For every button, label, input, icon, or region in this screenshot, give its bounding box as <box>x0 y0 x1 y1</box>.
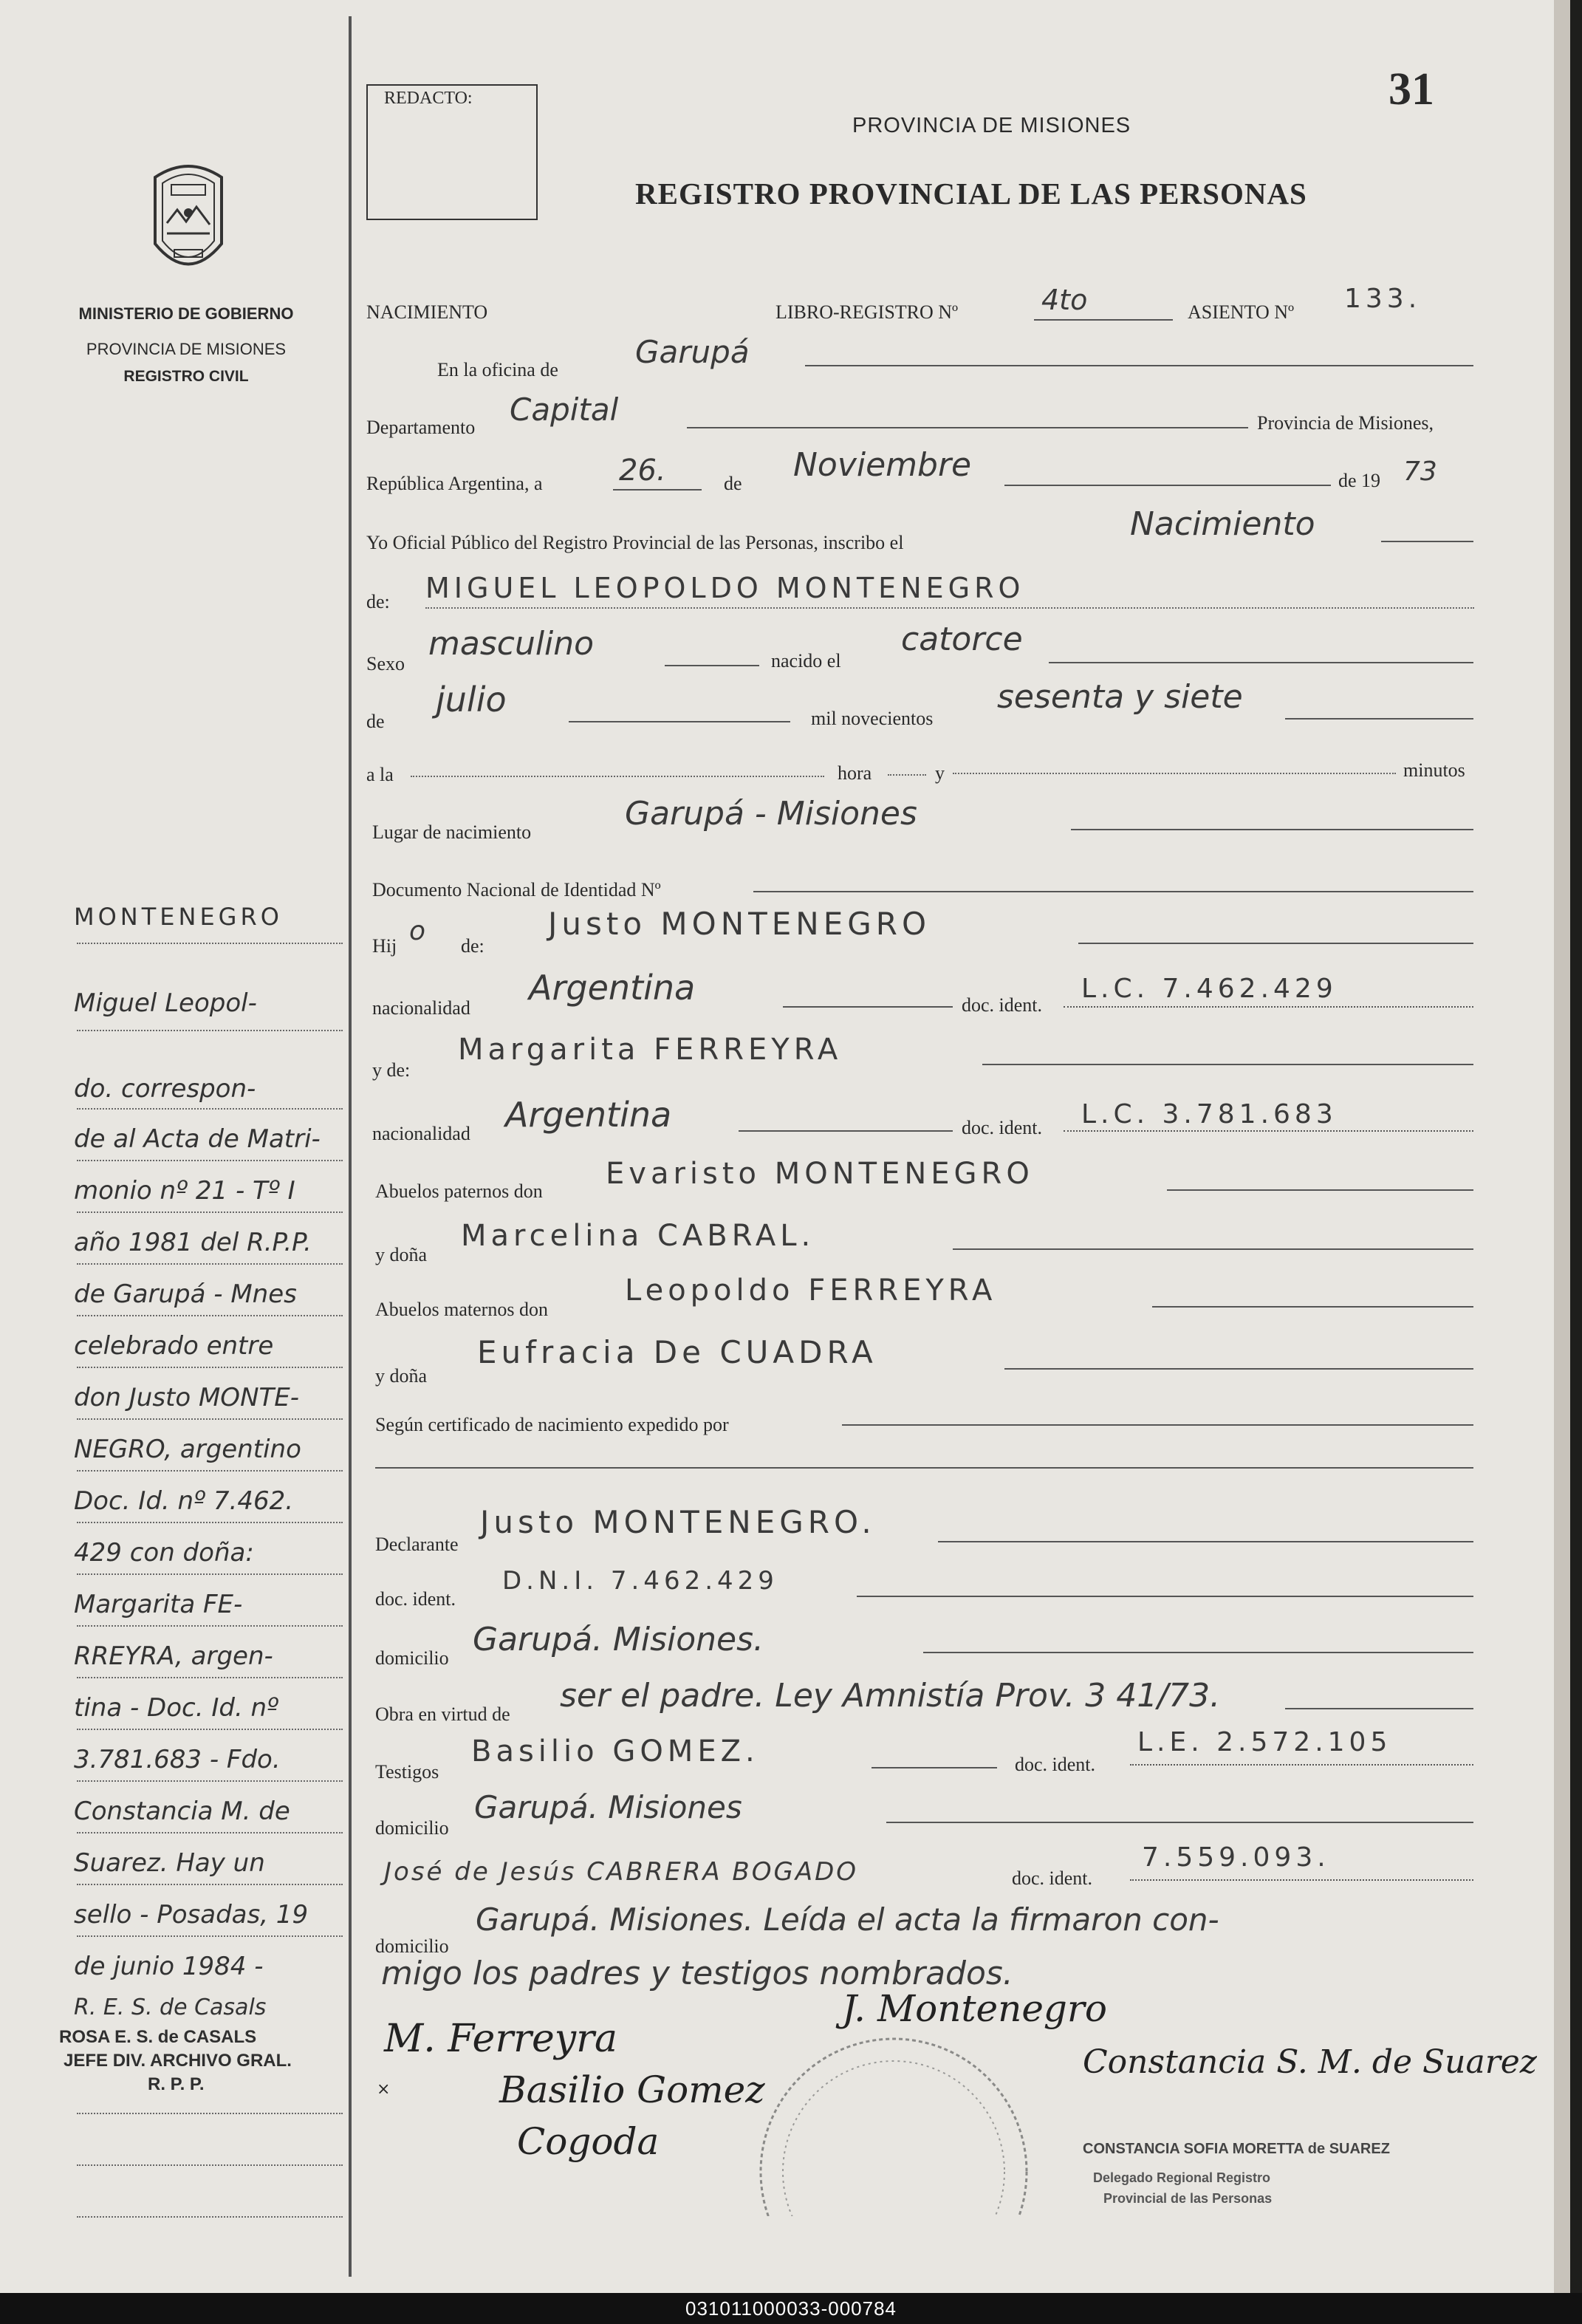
libro-label: LIBRO-REGISTRO Nº <box>775 301 959 323</box>
archive-stamp-line: ROSA E. S. de CASALS <box>59 2027 257 2047</box>
declarante-doc-value: D.N.I. 7.462.429 <box>502 1566 778 1596</box>
dia-value: 26. <box>619 454 666 488</box>
testigo2-domicilio-label: domicilio <box>375 1935 449 1957</box>
declarante-doc-label: doc. ident. <box>375 1588 456 1610</box>
testigo1-domicilio-label: domicilio <box>375 1817 449 1839</box>
mil-novecientos-label: mil novecientos <box>811 708 934 729</box>
lugar-value: Garupá - Misiones <box>625 795 917 833</box>
anio-value: 73 <box>1403 457 1437 487</box>
testigo2-value: José de Jesús CABRERA BOGADO <box>384 1857 859 1887</box>
act-type-label: NACIMIENTO <box>366 301 488 323</box>
closing-text: migo los padres y testigos nombrados. <box>381 1955 1013 1992</box>
nacido-mes-value: julio <box>436 680 507 720</box>
archive-stamp-line: JEFE DIV. ARCHIVO GRAL. <box>64 2051 292 2071</box>
margin-note-line: don Justo MONTE- <box>74 1383 300 1412</box>
hijo-label: Hij <box>372 935 397 957</box>
madre-value: Margarita FERREYRA <box>458 1033 843 1067</box>
obra-value: ser el padre. Ley Amnistía Prov. 3 41/73. <box>560 1677 1221 1715</box>
testigo1-value: Basilio GOMEZ. <box>471 1735 759 1768</box>
signature-witness-2: Cogoda <box>517 2120 660 2163</box>
republica-label: República Argentina, a <box>366 473 543 494</box>
abuela-materna-label: y doña <box>375 1365 428 1387</box>
margin-divider <box>349 16 352 2277</box>
madre-nacionalidad-value: Argentina <box>505 1095 672 1135</box>
testigo1-doc-value: L.E. 2.572.105 <box>1137 1727 1392 1757</box>
registry-header: REGISTRO PROVINCIAL DE LAS PERSONAS <box>635 177 1307 211</box>
obra-label: Obra en virtud de <box>375 1703 510 1725</box>
margin-note-line: MONTENEGRO <box>74 903 283 931</box>
abuelos-paternos-label: Abuelos paternos don <box>375 1180 543 1202</box>
archive-stamp-line: R. P. P. <box>148 2074 205 2094</box>
departamento-label: Departamento <box>366 417 476 438</box>
official-stamp-line: Provincial de las Personas <box>1103 2191 1273 2206</box>
padre-doc-value: L.C. 7.462.429 <box>1081 974 1338 1004</box>
margin-note-line: Suarez. Hay un <box>74 1848 265 1878</box>
footer-identifier: 031011000033-000784 <box>685 2297 897 2320</box>
margin-note-line: año 1981 del R.P.P. <box>74 1228 312 1257</box>
page-number: 31 <box>1388 64 1434 115</box>
margin-note-line: de junio 1984 - <box>74 1952 264 1981</box>
anio-label: de 19 <box>1338 470 1381 491</box>
declarante-domicilio-label: domicilio <box>375 1647 449 1669</box>
page-edge <box>1554 0 1570 2293</box>
margin-note-line: de al Acta de Matri- <box>74 1124 321 1154</box>
abuela-materna-value: Eufracia De CUADRA <box>477 1334 877 1370</box>
margin-note-line: NEGRO, argentino <box>74 1435 301 1464</box>
official-stamp-line: CONSTANCIA SOFIA MORETTA de SUAREZ <box>1083 2141 1390 2157</box>
oficina-label: En la oficina de <box>437 359 558 380</box>
margin-note-line: Miguel Leopol- <box>74 988 257 1018</box>
signature-cross-mark: × <box>377 2080 391 2099</box>
margin-note-line: do. correspon- <box>74 1074 256 1104</box>
ala-label: a la <box>366 764 394 785</box>
hora-label: hora <box>838 762 872 784</box>
nacido-label: nacido el <box>771 650 841 671</box>
ministry-title: MINISTERIO DE GOBIERNO <box>78 304 294 323</box>
libro-value: 4to <box>1041 284 1088 316</box>
testigo2-doc-value: 7.559.093. <box>1142 1842 1330 1873</box>
inscribo-value: Nacimiento <box>1130 505 1315 543</box>
margin-note-line: sello - Posadas, 19 <box>74 1900 309 1930</box>
nacido-anio-value: sesenta y siete <box>997 678 1243 716</box>
declarante-label: Declarante <box>375 1534 459 1555</box>
testigo1-domicilio-value: Garupá. Misiones <box>474 1789 742 1825</box>
round-seal-icon <box>753 2024 1034 2216</box>
abuela-paterna-label: y doña <box>375 1244 428 1265</box>
sexo-value: masculino <box>428 625 595 663</box>
margin-note-line: celebrado entre <box>74 1331 274 1361</box>
testigo1-doc-label: doc. ident. <box>1015 1754 1096 1775</box>
madre-doc-label: doc. ident. <box>962 1117 1043 1138</box>
province-header: PROVINCIA DE MISIONES <box>852 114 1131 137</box>
signature-witness-1: Basilio Gomez <box>499 2068 765 2111</box>
testigo2-doc-label: doc. ident. <box>1012 1867 1093 1889</box>
padre-doc-label: doc. ident. <box>962 994 1043 1016</box>
oficina-value: Garupá <box>635 334 750 370</box>
abuelo-materno-value: Leopoldo FERREYRA <box>625 1274 997 1308</box>
margin-note-line: monio nº 21 - Tº I <box>74 1176 295 1206</box>
persona-value: MIGUEL LEOPOLDO MONTENEGRO <box>425 572 1025 604</box>
departamento-value: Capital <box>510 392 619 428</box>
provincial-seal-icon <box>145 155 232 287</box>
padre-nacionalidad-value: Argentina <box>529 968 696 1008</box>
margin-note-line: de Garupá - Mnes <box>74 1279 297 1309</box>
signature-father: J. Montenegro <box>842 1987 1107 2030</box>
margin-note-line: 3.781.683 - Fdo. <box>74 1745 281 1774</box>
oficial-label: Yo Oficial Público del Registro Provincial de las Personas, inscribo el <box>366 532 904 553</box>
mes-value: Noviembre <box>793 446 972 484</box>
de-label: de <box>724 473 742 494</box>
provincia-label: Provincia de Misiones, <box>1257 412 1434 434</box>
declarante-domicilio-value: Garupá. Misiones. <box>473 1621 764 1658</box>
signature-official: Constancia S. M. de Suarez <box>1083 2043 1537 2081</box>
abuelo-paterno-value: Evaristo MONTENEGRO <box>606 1157 1034 1191</box>
asiento-label: ASIENTO Nº <box>1188 301 1295 323</box>
declarante-value: Justo MONTENEGRO. <box>480 1504 876 1540</box>
redacto-label: REDACTO: <box>384 89 473 108</box>
asiento-value: 133. <box>1344 284 1422 314</box>
padre-value: Justo MONTENEGRO <box>548 906 931 942</box>
margin-note-line: Margarita FE- <box>74 1590 243 1619</box>
hijo-de-label: de: <box>461 935 484 957</box>
nacido-mes-de-label: de <box>366 711 385 732</box>
minutos-label: minutos <box>1403 759 1465 781</box>
margin-note-line: Doc. Id. nº 7.462. <box>74 1486 294 1516</box>
dni-label: Documento Nacional de Identidad Nº <box>372 879 661 900</box>
lugar-label: Lugar de nacimiento <box>372 821 532 843</box>
certificado-label: Según certificado de nacimiento expedido por <box>375 1414 729 1435</box>
margin-note-line: Constancia M. de <box>74 1797 290 1826</box>
persona-de-label: de: <box>366 591 390 612</box>
hijo-suffix: o <box>409 916 426 946</box>
signature-mother: M. Ferreyra <box>384 2017 618 2061</box>
ministry-registry: REGISTRO CIVIL <box>123 368 249 385</box>
ministry-province: PROVINCIA DE MISIONES <box>86 340 287 358</box>
y-label: y <box>935 762 945 784</box>
sexo-label: Sexo <box>366 653 405 674</box>
official-stamp-line: Delegado Regional Registro <box>1093 2170 1271 2185</box>
madre-de-label: y de: <box>372 1059 411 1081</box>
testigos-label: Testigos <box>375 1761 439 1783</box>
madre-nacionalidad-label: nacionalidad <box>372 1123 470 1144</box>
abuela-paterna-value: Marcelina CABRAL. <box>461 1219 815 1253</box>
padre-nacionalidad-label: nacionalidad <box>372 997 470 1019</box>
margin-note-line: 429 con doña: <box>74 1538 254 1568</box>
margin-note-signature: R. E. S. de Casals <box>74 1995 267 2020</box>
testigo2-domicilio-value: Garupá. Misiones. Leída el acta la firmaron con- <box>476 1901 1219 1938</box>
madre-doc-value: L.C. 3.781.683 <box>1081 1099 1338 1129</box>
margin-note-line: tina - Doc. Id. nº <box>74 1693 279 1723</box>
margin-note-line: RREYRA, argen- <box>74 1641 273 1671</box>
nacido-dia-value: catorce <box>901 621 1023 658</box>
abuelos-maternos-label: Abuelos maternos don <box>375 1299 548 1320</box>
